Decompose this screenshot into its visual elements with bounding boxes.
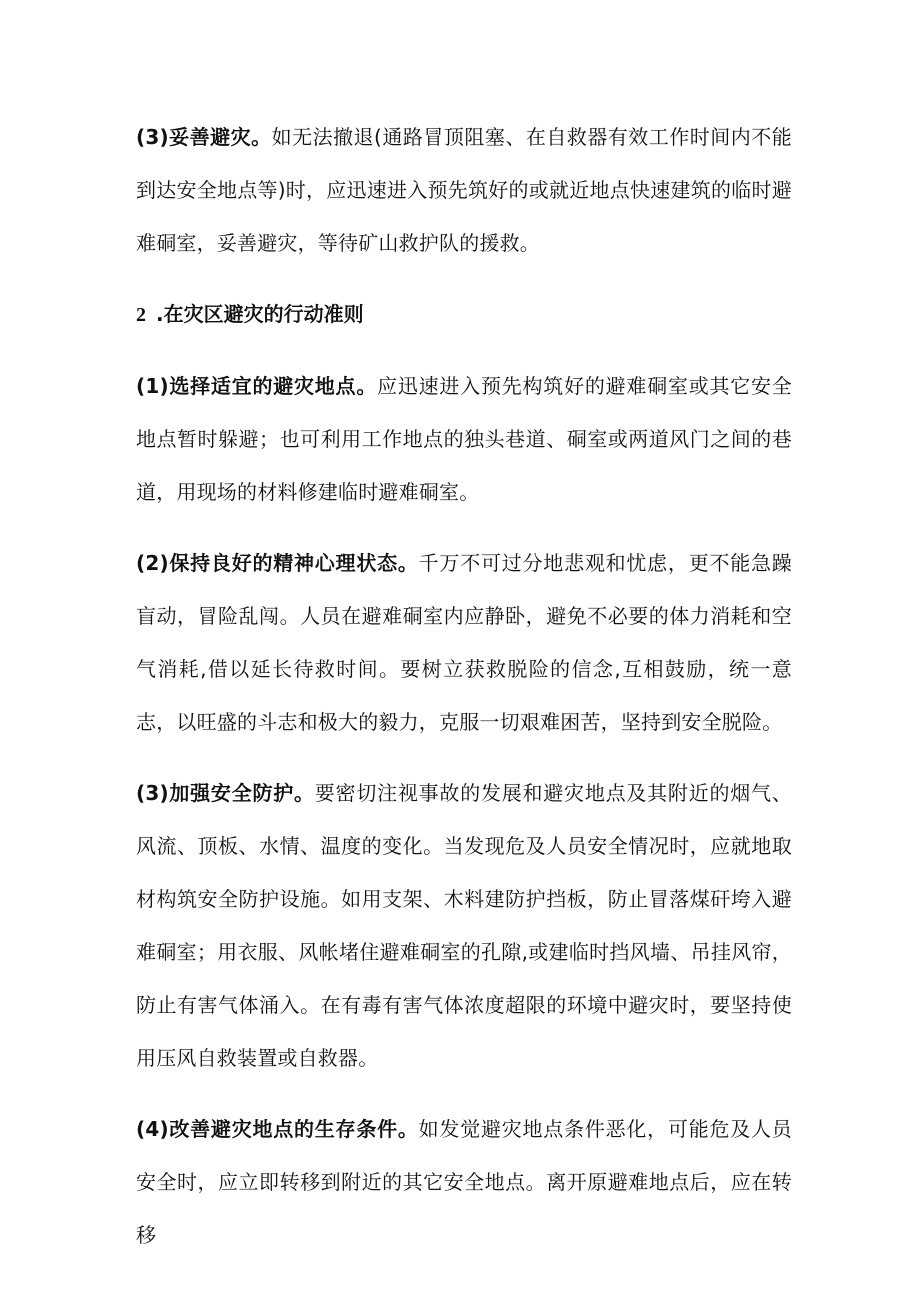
paragraph-text: 应迅速进入预先构筑好的避难硐室或其它安全地点暂时躲避；也可利用工作地点的独头巷道、硐室或两道风门之间的巷道，用现场的材料修建临时避难硐室。: [136, 374, 792, 504]
paragraph-lead: (2)保持良好的精神心理状态。: [136, 551, 419, 575]
section-heading: [136, 288, 792, 342]
paragraph-safety-protection: [136, 767, 792, 1085]
paragraph-lead: (3)加强安全防护。: [136, 781, 315, 805]
document-body: [136, 111, 792, 1280]
paragraph-text: 如无法撤退(通路冒顶阻塞、在自救器有效工作时间内不能到达安全地点等)时，应迅速进入预先筑好的或就近地点快速建筑的临时避难硐室，妥善避灾，等待矿山救护队的援救。: [136, 125, 792, 255]
paragraph-living-conditions: [136, 1103, 792, 1262]
paragraph-lead: (4)改善避灾地点的生存条件。: [136, 1117, 419, 1141]
section-number: 2: [136, 304, 146, 326]
paragraph-choose-location: [136, 360, 792, 519]
paragraph-evacuate-shelter: [136, 111, 792, 270]
paragraph-text: 要密切注视事故的发展和避灾地点及其附近的烟气、风流、顶板、水情、温度的变化。当发现危及人员安全情况时，应就地取材构筑安全防护设施。如用支架、木料建防护挡板，防止冒落煤矸垮入避难硐室；用衣服、风帐堵住避难硐室的孔隙,或建临时挡风墙、吊挂风帘，防止有害气体涌入。在有毒有害气体浓度超限的环境中避灾时，要坚持使用压风自救装置或自救器。: [136, 781, 792, 1070]
paragraph-text: 如发觉避灾地点条件恶化，可能危及人员安全时，应立即转移到附近的其它安全地点。离开原避难地点后，应在转移: [136, 1117, 792, 1247]
section-title: .在灾区避灾的行动准则: [156, 302, 364, 326]
paragraph-lead: (3)妥善避灾。: [136, 125, 272, 149]
paragraph-lead: (1)选择适宜的避灾地点。: [136, 374, 378, 398]
paragraph-mental-state: [136, 537, 792, 749]
paragraph-text: 千万不可过分地悲观和忧虑，更不能急躁盲动，冒险乱闯。人员在避难硐室内应静卧，避免不必要的体力消耗和空气消耗,借以延长待救时间。要树立获救脱险的信念,互相鼓励，统一意志，以旺盛的斗志和极大的毅力，克服一切艰难困苦，坚持到安全脱险。: [136, 551, 792, 734]
